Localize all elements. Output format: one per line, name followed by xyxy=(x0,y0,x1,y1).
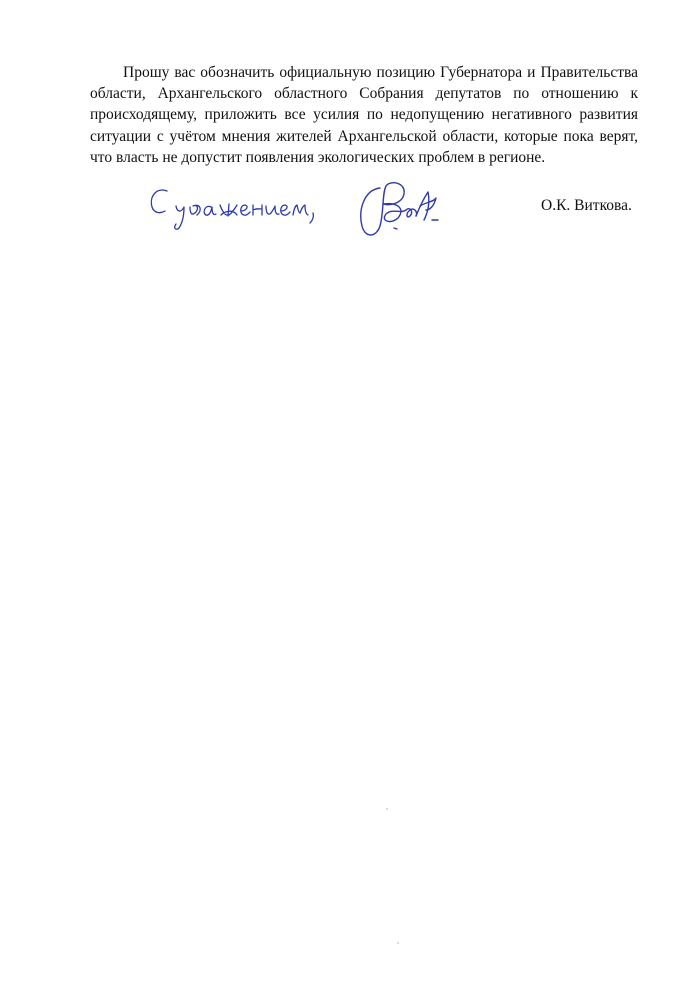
handwritten-closing xyxy=(145,182,320,232)
scan-speck xyxy=(397,942,399,944)
scan-speck xyxy=(386,808,388,810)
letter-body-paragraph: Прошу вас обозначить официальную позицию Губернатора и Правительства области, Архангельского областного Собрания депутатов по отношению к происходящему, приложить все усилия по недопущению негативного развития ситуации с учётом мнения жителей Архангельской области, которые пока верят, что власть не допустит появления экологических проблем в регионе. xyxy=(90,64,638,166)
signer-name: О.К. Виткова. xyxy=(541,197,632,214)
handwritten-signature xyxy=(350,176,450,242)
